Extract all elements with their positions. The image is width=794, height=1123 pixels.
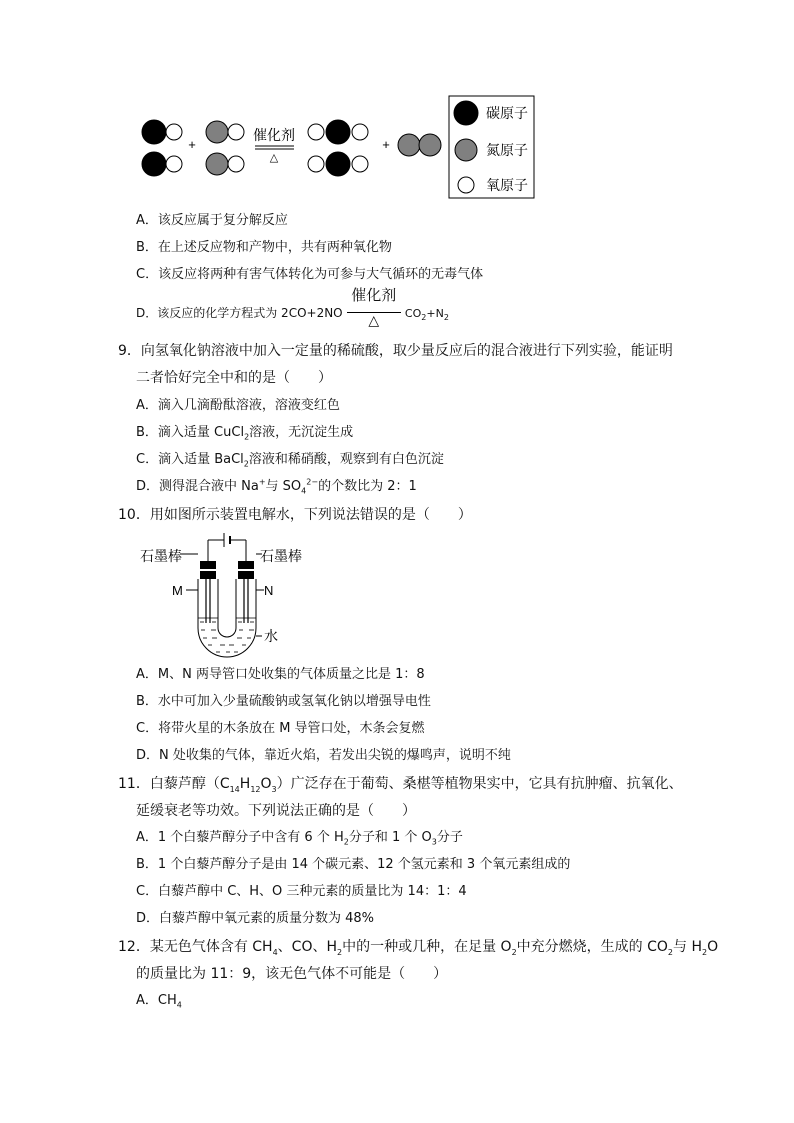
- q12-stem-line1: 12．某无色气体含有 $CH_4$、CO、$H_2$中的一种或几种，在足量 $O_2$中充分燃烧，生成的 $CO_2$与 $H_2O$: [118, 939, 719, 957]
- q9-option-a: A．滴入几滴酚酞溶液，溶液变红色: [136, 398, 340, 413]
- label-water: 水: [264, 629, 278, 645]
- battery-icon: [208, 533, 246, 548]
- q11-stem-line2: 延缓衰老等功效。下列说法正确的是（ ）: [136, 803, 416, 819]
- legend-oxygen-label: 氧原子: [486, 178, 528, 194]
- q10-option-b: B．水中可加入少量硫酸钠或氢氧化钠以增强导电性: [136, 694, 431, 709]
- q9-option-c: C．滴入适量 BaCl$_2$溶液和稀硝酸，观察到有白色沉淀: [136, 452, 444, 469]
- q12-option-a: A．$CH_4$: [136, 993, 182, 1010]
- q8-option-c: C．该反应将两种有害气体转化为可参与大气循环的无毒气体: [136, 267, 484, 282]
- left-rod-label: 石墨棒: [140, 549, 182, 565]
- q8-d-heat: △: [368, 313, 380, 329]
- q10-option-d: D．N 处收集的气体，靠近火焰，若发出尖锐的爆鸣声，说明不纯: [136, 748, 511, 763]
- q11-option-d: D．白藜芦醇中氧元素的质量分数为 48%: [136, 911, 375, 926]
- q9-stem-line1: 9．向氢氧化钠溶液中加入一定量的稀硫酸，取少量反应后的混合液进行下列实验，能证明: [118, 343, 673, 359]
- q10-stem: 10．用如图所示装置电解水，下列说法错误的是（ ）: [118, 507, 472, 523]
- q10-option-c: C．将带火星的木条放在 M 导管口处，木条会复燃: [136, 721, 425, 736]
- q11-option-a: A．1 个白藜芦醇分子中含有 6 个 $H_2$分子和 1 个 $O_3$分子: [136, 830, 463, 847]
- q8-option-b: B．在上述反应物和产物中，共有两种氧化物: [136, 240, 392, 255]
- q11-option-b: B．1 个白藜芦醇分子是由 14 个碳元素、12 个氢元素和 3 个氧元素组成的: [136, 857, 571, 872]
- plus-sign-1: +: [188, 137, 196, 152]
- heat-symbol: △: [269, 151, 279, 164]
- plus-sign-2: +: [382, 137, 390, 152]
- catalyst-label: 催化剂: [253, 128, 295, 144]
- label-m: M: [172, 583, 183, 598]
- legend-carbon-label: 碳原子: [486, 106, 528, 122]
- q9-option-b: B．滴入适量 CuCl$_2$溶液，无沉淀生成: [136, 425, 354, 442]
- q8-d-catalyst: 催化剂: [351, 286, 397, 304]
- q8-option-a: A．该反应属于复分解反应: [136, 213, 288, 228]
- q12-stem-line2: 的质量比为 11：9，该无色气体不可能是（ ）: [136, 966, 448, 982]
- q8-d-prefix: D．该反应的化学方程式为 2CO+2NO: [136, 306, 343, 320]
- q9-stem-line2: 二者恰好完全中和的是（ ）: [136, 370, 332, 386]
- label-n: N: [264, 583, 274, 598]
- q11-stem-line1: 11．白藜芦醇$(C_{14}H_{12}O_3)$广泛存在于葡萄、桑椹等植物果实中，它具有抗肿瘤、抗氧化、: [118, 776, 683, 794]
- q8-d-suffix: $CO_2+N_2$: [404, 307, 449, 323]
- q10-option-a: A．M、N 两导管口处收集的气体质量之比是 1：8: [136, 667, 425, 682]
- q11-option-c: C．白藜芦醇中 C、H、O 三种元素的质量比为 14：1：4: [136, 884, 467, 899]
- right-rod-label: 石墨棒: [260, 549, 302, 565]
- legend-nitrogen-label: 氮原子: [486, 143, 528, 159]
- q9-option-d: D．测得混合液中 Na+与 $SO_4^{2-}$的个数比为 2：1: [136, 477, 417, 496]
